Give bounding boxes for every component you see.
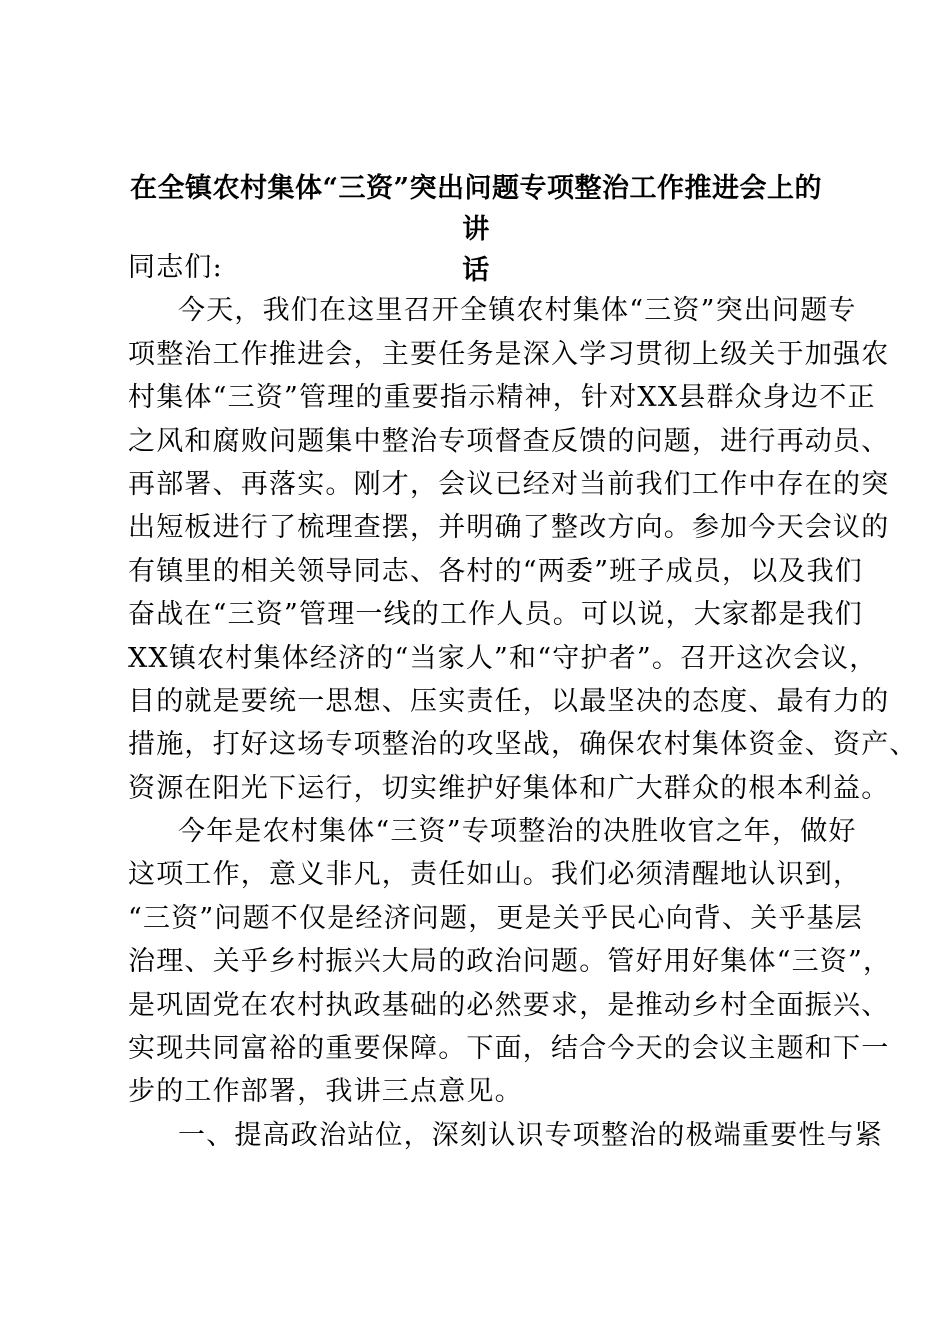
document-body — [128, 246, 918, 1157]
paragraph-line: 项整治工作推进会，主要任务是深入学习贯彻上级关于加强农 — [128, 338, 890, 370]
section-heading-1 — [128, 1114, 883, 1157]
paragraph-line: 出短板进行了梳理查摆，并明确了整改方向。参加今天会议的 — [128, 512, 890, 544]
paragraph-line: 是巩固党在农村执政基础的必然要求，是推动乡村全面振兴、 — [128, 989, 890, 1021]
paragraph-line: 实现共同富裕的重要保障。下面，结合今天的会议主题和下一 — [128, 1033, 890, 1065]
paragraph-line: “三资”问题不仅是经济问题，更是关乎民心向背、关乎基层 — [128, 902, 864, 934]
paragraph-line: XX镇农村集体经济的“当家人”和“守护者”。召开这次会议， — [128, 642, 878, 674]
paragraph-1 — [128, 289, 918, 810]
salutation: 同志们: — [128, 252, 223, 283]
paragraph-line: 今天，我们在这里召开全镇农村集体“三资”突出问题专 — [178, 295, 857, 327]
paragraph-line: 这项工作，意义非凡，责任如山。我们必须清醒地认识到， — [128, 859, 862, 891]
title-line-2: 话 — [462, 255, 490, 286]
section-heading-line: 一、提高政治站位，深刻认识专项整治的极端重要性与紧 — [178, 1119, 883, 1151]
paragraph-line: 步的工作部署，我讲三点意见。 — [128, 1076, 523, 1108]
paragraph-2 — [128, 810, 892, 1114]
paragraph-line: 资源在阳光下运行，切实维护好集体和广大群众的根本利益。 — [128, 772, 890, 804]
paragraph-line: 村集体“三资”管理的重要指示精神，针对XX县群众身边不正 — [128, 382, 876, 414]
paragraph-line: 有镇里的相关领导同志、各村的“两委”班子成员，以及我们 — [128, 555, 864, 587]
paragraph-line: 奋战在“三资”管理一线的工作人员。可以说，大家都是我们 — [128, 599, 864, 631]
paragraph-line: 治理、关乎乡村振兴大局的政治问题。管好用好集体“三资”， — [128, 946, 892, 978]
paragraph-line: 之风和腐败问题集中整治专项督查反馈的问题，进行再动员、 — [128, 425, 890, 457]
paragraph-line: 今年是农村集体“三资”专项整治的决胜收官之年，做好 — [178, 816, 857, 848]
paragraph-line: 目的就是要统一思想、压实责任，以最坚决的态度、最有力的 — [128, 685, 890, 717]
paragraph-line: 再部署、再落实。刚才，会议已经对当前我们工作中存在的突 — [128, 468, 890, 500]
title-line-1: 在全镇农村集体“三资”突出问题专项整治工作推进会上的讲 — [129, 173, 823, 245]
paragraph-line: 措施，打好这场专项整治的攻坚战，确保农村集体资金、资产、 — [128, 729, 918, 761]
